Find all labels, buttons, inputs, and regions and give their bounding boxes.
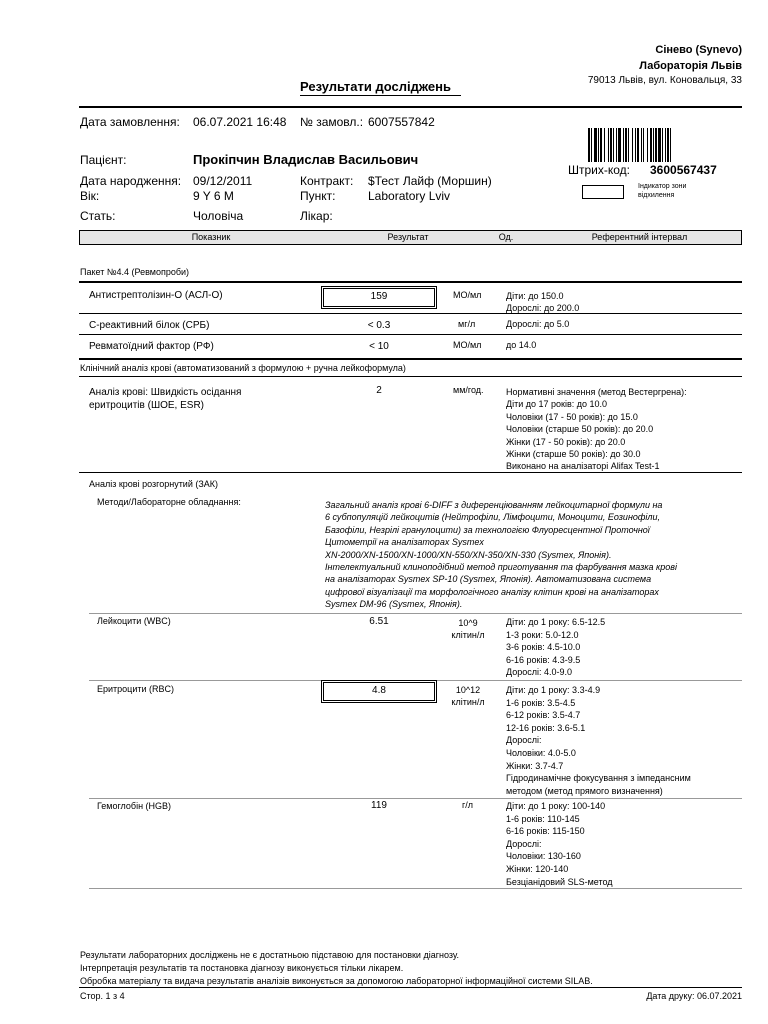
section-rheumo: Пакет №4.4 (Ревмопроби) bbox=[80, 267, 190, 277]
lab-name: Сінево (Synevo) bbox=[655, 44, 742, 56]
section-rule bbox=[79, 376, 742, 377]
patient-name: Прокіпчин Владислав Васильович bbox=[193, 152, 419, 167]
sex-value: Чоловіча bbox=[193, 209, 244, 223]
age-value: 9 Y 6 M bbox=[193, 189, 234, 203]
barcode-bar bbox=[632, 128, 633, 162]
point-label: Пункт: bbox=[300, 189, 336, 203]
barcode-bar bbox=[625, 128, 627, 162]
barcode-bar bbox=[591, 128, 592, 162]
barcode-bar bbox=[598, 128, 599, 162]
row-separator bbox=[89, 888, 742, 889]
barcode-value: 3600567437 bbox=[650, 163, 717, 177]
doctor-label: Лікар: bbox=[300, 209, 333, 223]
barcode-bar bbox=[623, 128, 624, 162]
barcode-bar bbox=[670, 128, 671, 162]
crp-name: С-реактивний білок (СРБ) bbox=[89, 320, 210, 331]
barcode-bar bbox=[662, 128, 663, 162]
table-header bbox=[79, 230, 742, 245]
barcode-bar bbox=[618, 128, 621, 162]
hgb-result: 119 bbox=[371, 800, 387, 811]
order-date-label: Дата замовлення: bbox=[80, 115, 180, 129]
barcode-graphic bbox=[588, 128, 718, 162]
barcode-bar bbox=[594, 128, 597, 162]
page-title: Результати досліджень bbox=[300, 79, 451, 94]
header-rule bbox=[79, 106, 742, 108]
barcode-bar bbox=[643, 128, 644, 162]
barcode-bar bbox=[658, 128, 661, 162]
rbc-result: 4.8 bbox=[372, 685, 386, 696]
rf-result: < 10 bbox=[369, 341, 389, 352]
contract-label: Контракт: bbox=[300, 174, 354, 188]
barcode-bar bbox=[610, 128, 612, 162]
row-separator bbox=[79, 313, 742, 314]
col-result: Результат bbox=[387, 232, 429, 242]
footer-disclaimer-3: Обробка матеріалу та видача результатів аналізів виконується за допомогою лабораторної інформаційної системи SILAB. bbox=[80, 976, 593, 986]
methods-text: Загальний аналіз крові 6-DIFF з диференціюванням лейкоцитарної формули на 6 субпопуляцій лейкоцитів (Нейтрофіли, Лімфоцити, Моноцити, Еозинофіли, Базофіли, Незрілі гранулоцити) за технологією Флуоресцентної Проточної Цитометрії на аналізаторах Sysmex XN-2000/XN-1500/XN-1000/XN-550/XN-350/XN-330 (Sysmex, Японія). Інтелектуальний клиноподібний метод приготування та фарбування мазка крові на аналізаторах Sysmex SP-10 (Sysmex, Японія). Автоматизована система цифрової візуалізації та морфологічного аналізу клітин крові на аналізаторах Sysmex DM-96 (Sysmex, Японія). bbox=[325, 500, 677, 610]
footer-disclaimer-2: Інтерпретація результатів та постановка діагнозу виконується тільки лікарем. bbox=[80, 963, 404, 973]
aso-reference: Діти: до 150.0 Дорослі: до 200.0 bbox=[506, 291, 580, 313]
methods-label: Методи/Лабораторне обладнання: bbox=[97, 497, 241, 507]
rf-unit: МО/мл bbox=[453, 340, 482, 350]
barcode-bar bbox=[635, 128, 636, 162]
row-separator bbox=[79, 472, 742, 473]
barcode-bar bbox=[628, 128, 629, 162]
lab-address: 79013 Львів, вул. Коновальця, 33 bbox=[587, 75, 742, 86]
hgb-name: Гемоглобін (HGB) bbox=[97, 801, 172, 811]
esr-name: Аналіз крові: Швидкість осідання еритроцитів (ШОЕ, ESR) bbox=[89, 387, 242, 411]
row-separator bbox=[89, 798, 742, 799]
wbc-result: 6.51 bbox=[369, 616, 389, 627]
aso-name: Антистрептолізин-О (АСЛ-О) bbox=[89, 290, 223, 301]
aso-unit: МО/мл bbox=[453, 290, 482, 300]
rbc-name: Еритроцити (RBC) bbox=[97, 684, 174, 694]
esr-unit: мм/год. bbox=[453, 385, 484, 395]
title-underline bbox=[300, 95, 461, 96]
contract-value: $Тест Лайф (Моршин) bbox=[368, 174, 492, 188]
barcode-bar bbox=[600, 128, 602, 162]
aso-result: 159 bbox=[370, 291, 388, 302]
col-unit: Од. bbox=[498, 232, 514, 242]
deviation-indicator-label: Індикатор зони відхилення bbox=[638, 183, 687, 199]
col-indicator: Показник bbox=[191, 232, 231, 242]
lab-branch: Лабораторія Львів bbox=[639, 60, 742, 72]
patient-label: Пацієнт: bbox=[80, 153, 127, 167]
footer-rule bbox=[79, 987, 742, 988]
section-cbc: Клінічний аналіз крові (автоматизований з формулою + ручна лейкоформула) bbox=[80, 363, 406, 373]
section-rule bbox=[79, 281, 742, 283]
esr-result: 2 bbox=[376, 385, 382, 396]
wbc-name: Лейкоцити (WBC) bbox=[97, 616, 171, 626]
crp-unit: мг/л bbox=[458, 319, 476, 329]
birth-label: Дата народження: bbox=[80, 174, 182, 188]
crp-result: < 0.3 bbox=[367, 320, 391, 331]
hgb-reference: Діти: до 1 року: 100-140 1-6 років: 110-145 6-16 років: 115-150 Дорослі: Чоловіки: 130-160 Жінки: 120-140 Безціанідовий SLS-метод bbox=[506, 801, 613, 887]
rbc-reference: Діти: до 1 року: 3.3-4.9 1-6 років: 3.5-4.5 6-12 років: 3.5-4.7 12-16 років: 3.6-5.1 Дорослі: Чоловіки: 4.0-5.0 Жінки: 3.7-4.7 Гідродинамічне фокусування з імпедансним методом (метод прямого визначення) bbox=[506, 685, 691, 796]
rf-reference: до 14.0 bbox=[506, 340, 537, 350]
footer-disclaimer-1: Результати лабораторних досліджень не є достатньою підставою для постановки діагнозу. bbox=[80, 950, 459, 960]
barcode-bar bbox=[641, 128, 642, 162]
barcode-bar bbox=[653, 128, 654, 162]
rbc-unit: 10^12 клітин/л bbox=[451, 685, 485, 707]
order-number-value: 6007557842 bbox=[368, 115, 435, 129]
point-value: Laboratory Lviv bbox=[368, 189, 451, 203]
barcode-bar bbox=[665, 128, 666, 162]
barcode-bar bbox=[588, 128, 590, 162]
barcode-bar bbox=[655, 128, 657, 162]
page-number: Стор. 1 з 4 bbox=[80, 991, 125, 1001]
crp-reference: Дорослі: до 5.0 bbox=[506, 319, 570, 329]
deviation-indicator-box bbox=[582, 185, 624, 199]
rf-name: Ревматоїдний фактор (РФ) bbox=[89, 341, 214, 352]
barcode-bar bbox=[637, 128, 639, 162]
barcode-image bbox=[588, 128, 718, 162]
print-date: Дата друку: 06.07.2021 bbox=[646, 991, 742, 1001]
col-reference: Референтний інтервал bbox=[591, 232, 688, 242]
section-cbc-full: Аналіз крові розгорнутий (ЗАК) bbox=[89, 479, 219, 489]
order-date-value: 06.07.2021 16:48 bbox=[193, 115, 287, 129]
sex-label: Стать: bbox=[80, 209, 116, 223]
barcode-bar bbox=[650, 128, 652, 162]
wbc-reference: Діти: до 1 року: 6.5-12.5 1-3 роки: 5.0-12.0 3-6 років: 4.5-10.0 6-16 років: 4.3-9.5 Дорослі: 4.0-9.0 bbox=[506, 617, 606, 678]
order-number-label: № замовл.: bbox=[300, 115, 364, 129]
barcode-bar bbox=[667, 128, 669, 162]
age-label: Вік: bbox=[80, 189, 100, 203]
barcode-bar bbox=[647, 128, 648, 162]
esr-reference: Нормативні значення (метод Вестергрена): Діти до 17 років: до 10.0 Чоловіки (17 - 50 років): до 15.0 Чоловіки (старше 50 років): до 20.0 Жінки (17 - 50 років): до 20.0 Жінки (старше 50 років): до 30.0 Виконано на аналізаторі Alifax Test-1 bbox=[506, 387, 687, 472]
section-rule bbox=[79, 358, 742, 360]
row-separator bbox=[89, 613, 742, 614]
barcode-bar bbox=[616, 128, 617, 162]
wbc-unit: 10^9 клітин/л bbox=[451, 618, 485, 640]
hgb-unit: г/л bbox=[462, 800, 474, 810]
barcode-bar bbox=[604, 128, 605, 162]
barcode-label: Штрих-код: bbox=[568, 163, 630, 177]
barcode-bar bbox=[608, 128, 609, 162]
row-separator bbox=[79, 334, 742, 335]
birth-value: 09/12/2011 bbox=[193, 174, 253, 188]
barcode-bar bbox=[613, 128, 614, 162]
